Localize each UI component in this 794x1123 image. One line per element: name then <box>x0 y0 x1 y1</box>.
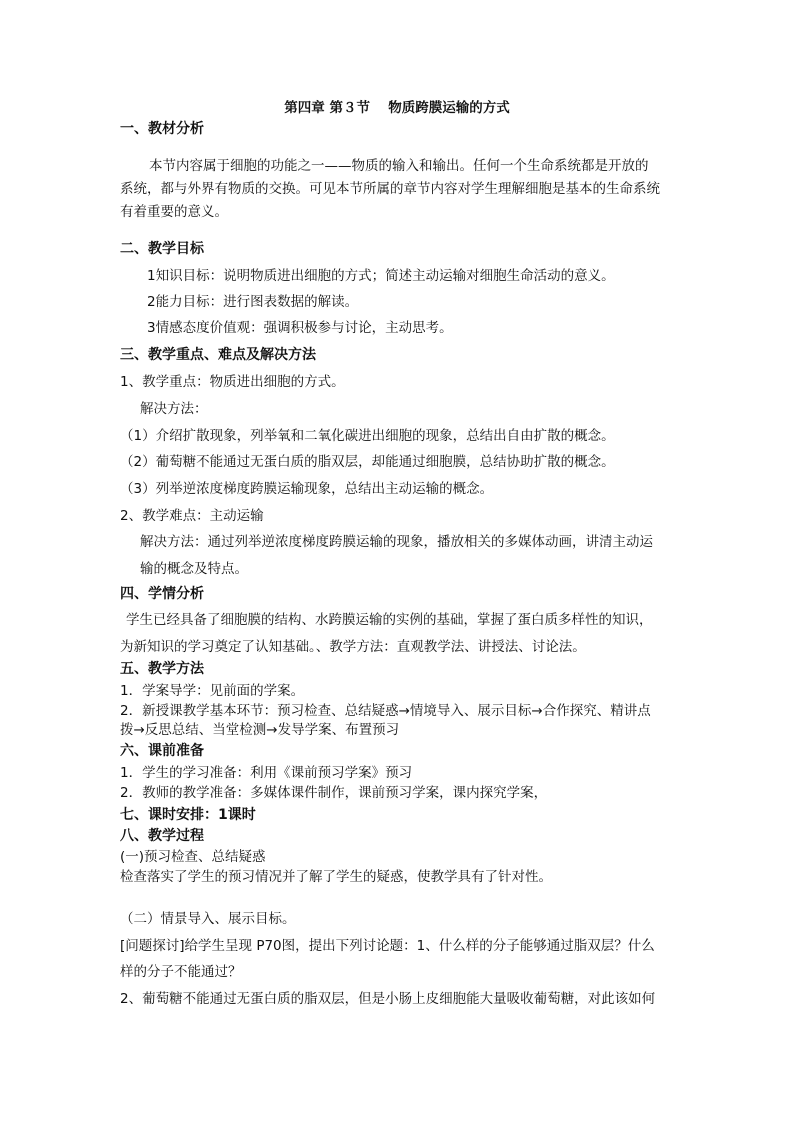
paragraph-line: 检查落实了学生的预习情况并了解了学生的疑惑，使教学具有了针对性。 <box>120 869 552 885</box>
heading-class-hours: 七、课时安排：1课时 <box>120 807 256 823</box>
paragraph-line: 学生已经具备了细胞膜的结构、水跨膜运输的实例的基础，掌握了蛋白质多样性的知识， <box>126 612 653 628</box>
preparation-item: 2．教师的教学准备：多媒体课件制作，课前预习学案，课内探究学案， <box>120 785 548 801</box>
subsection-title: (一)预习检查、总结疑惑 <box>120 849 266 865</box>
method-item: （1）介绍扩散现象，列举氧和二氧化碳进出细胞的现象，总结出自由扩散的概念。 <box>120 428 615 444</box>
difficult-point: 2、教学难点：主动运输 <box>120 508 264 524</box>
solution-label: 解决方法： <box>140 401 208 417</box>
paragraph-line: [问题探讨]给学生呈现 P70图，提出下列讨论题：1、什么样的分子能够通过脂双层？什么 <box>120 938 655 954</box>
paragraph-line: 样的分子不能通过？ <box>120 964 242 980</box>
difficult-solution-line: 解决方法：通过列举逆浓度梯度跨膜运输的现象，播放相关的多媒体动画，讲清主动运 <box>140 534 653 550</box>
heading-preparation: 六、课前准备 <box>120 743 204 759</box>
method-line: 拨→反思总结、当堂检测→发导学案、布置预习 <box>120 722 400 738</box>
heading-key-points: 三、教学重点、难点及解决方法 <box>120 347 316 363</box>
method-line: 2．新授课教学基本环节：预习检查、总结疑惑→情境导入、展示目标→合作探究、精讲点 <box>120 703 651 719</box>
difficult-solution-line: 输的概念及特点。 <box>140 561 248 577</box>
method-item: （3）列举逆浓度梯度跨膜运输现象，总结出主动运输的概念。 <box>120 481 494 497</box>
preparation-item: 1．学生的学习准备：利用《课前预习学案》预习 <box>120 765 413 781</box>
heading-textbook-analysis: 一、教材分析 <box>120 121 204 137</box>
goal-item: 2能力目标：进行图表数据的解读。 <box>147 294 359 310</box>
paragraph-line: 2、葡萄糖不能通过无蛋白质的脂双层，但是小肠上皮细胞能大量吸收葡萄糖，对此该如何 <box>120 991 656 1007</box>
paragraph-line: 系统，都与外界有物质的交换。可见本节所属的章节内容对学生理解细胞是基本的生命系统 <box>120 181 660 197</box>
heading-teaching-process: 八、教学过程 <box>120 828 204 844</box>
goal-item: 1知识目标：说明物质进出细胞的方式；简述主动运输对细胞生命活动的意义。 <box>147 268 615 284</box>
subsection-title: （二）情景导入、展示目标。 <box>120 911 296 927</box>
heading-teaching-goals: 二、教学目标 <box>120 241 204 257</box>
method-item: （2）葡萄糖不能通过无蛋白质的脂双层，却能通过细胞膜，总结协助扩散的概念。 <box>120 454 615 470</box>
goal-item: 3情感态度价值观：强调积极参与讨论，主动思考。 <box>147 320 453 336</box>
paragraph-line: 为新知识的学习奠定了认知基础。、教学方法：直观教学法、讲授法、讨论法。 <box>120 639 586 655</box>
document-title: 第四章 第３节 物质跨膜运输的方式 <box>284 100 510 116</box>
key-point: 1、教学重点：物质进出细胞的方式。 <box>120 374 345 390</box>
method-line: 1．学案导学：见前面的学案。 <box>120 683 305 699</box>
heading-teaching-methods: 五、教学方法 <box>120 661 204 677</box>
heading-student-analysis: 四、学情分析 <box>120 586 204 602</box>
paragraph-line: 本节内容属于细胞的功能之一——物质的输入和输出。任何一个生命系统都是开放的 <box>149 158 649 174</box>
paragraph-line: 有着重要的意义。 <box>120 204 228 220</box>
